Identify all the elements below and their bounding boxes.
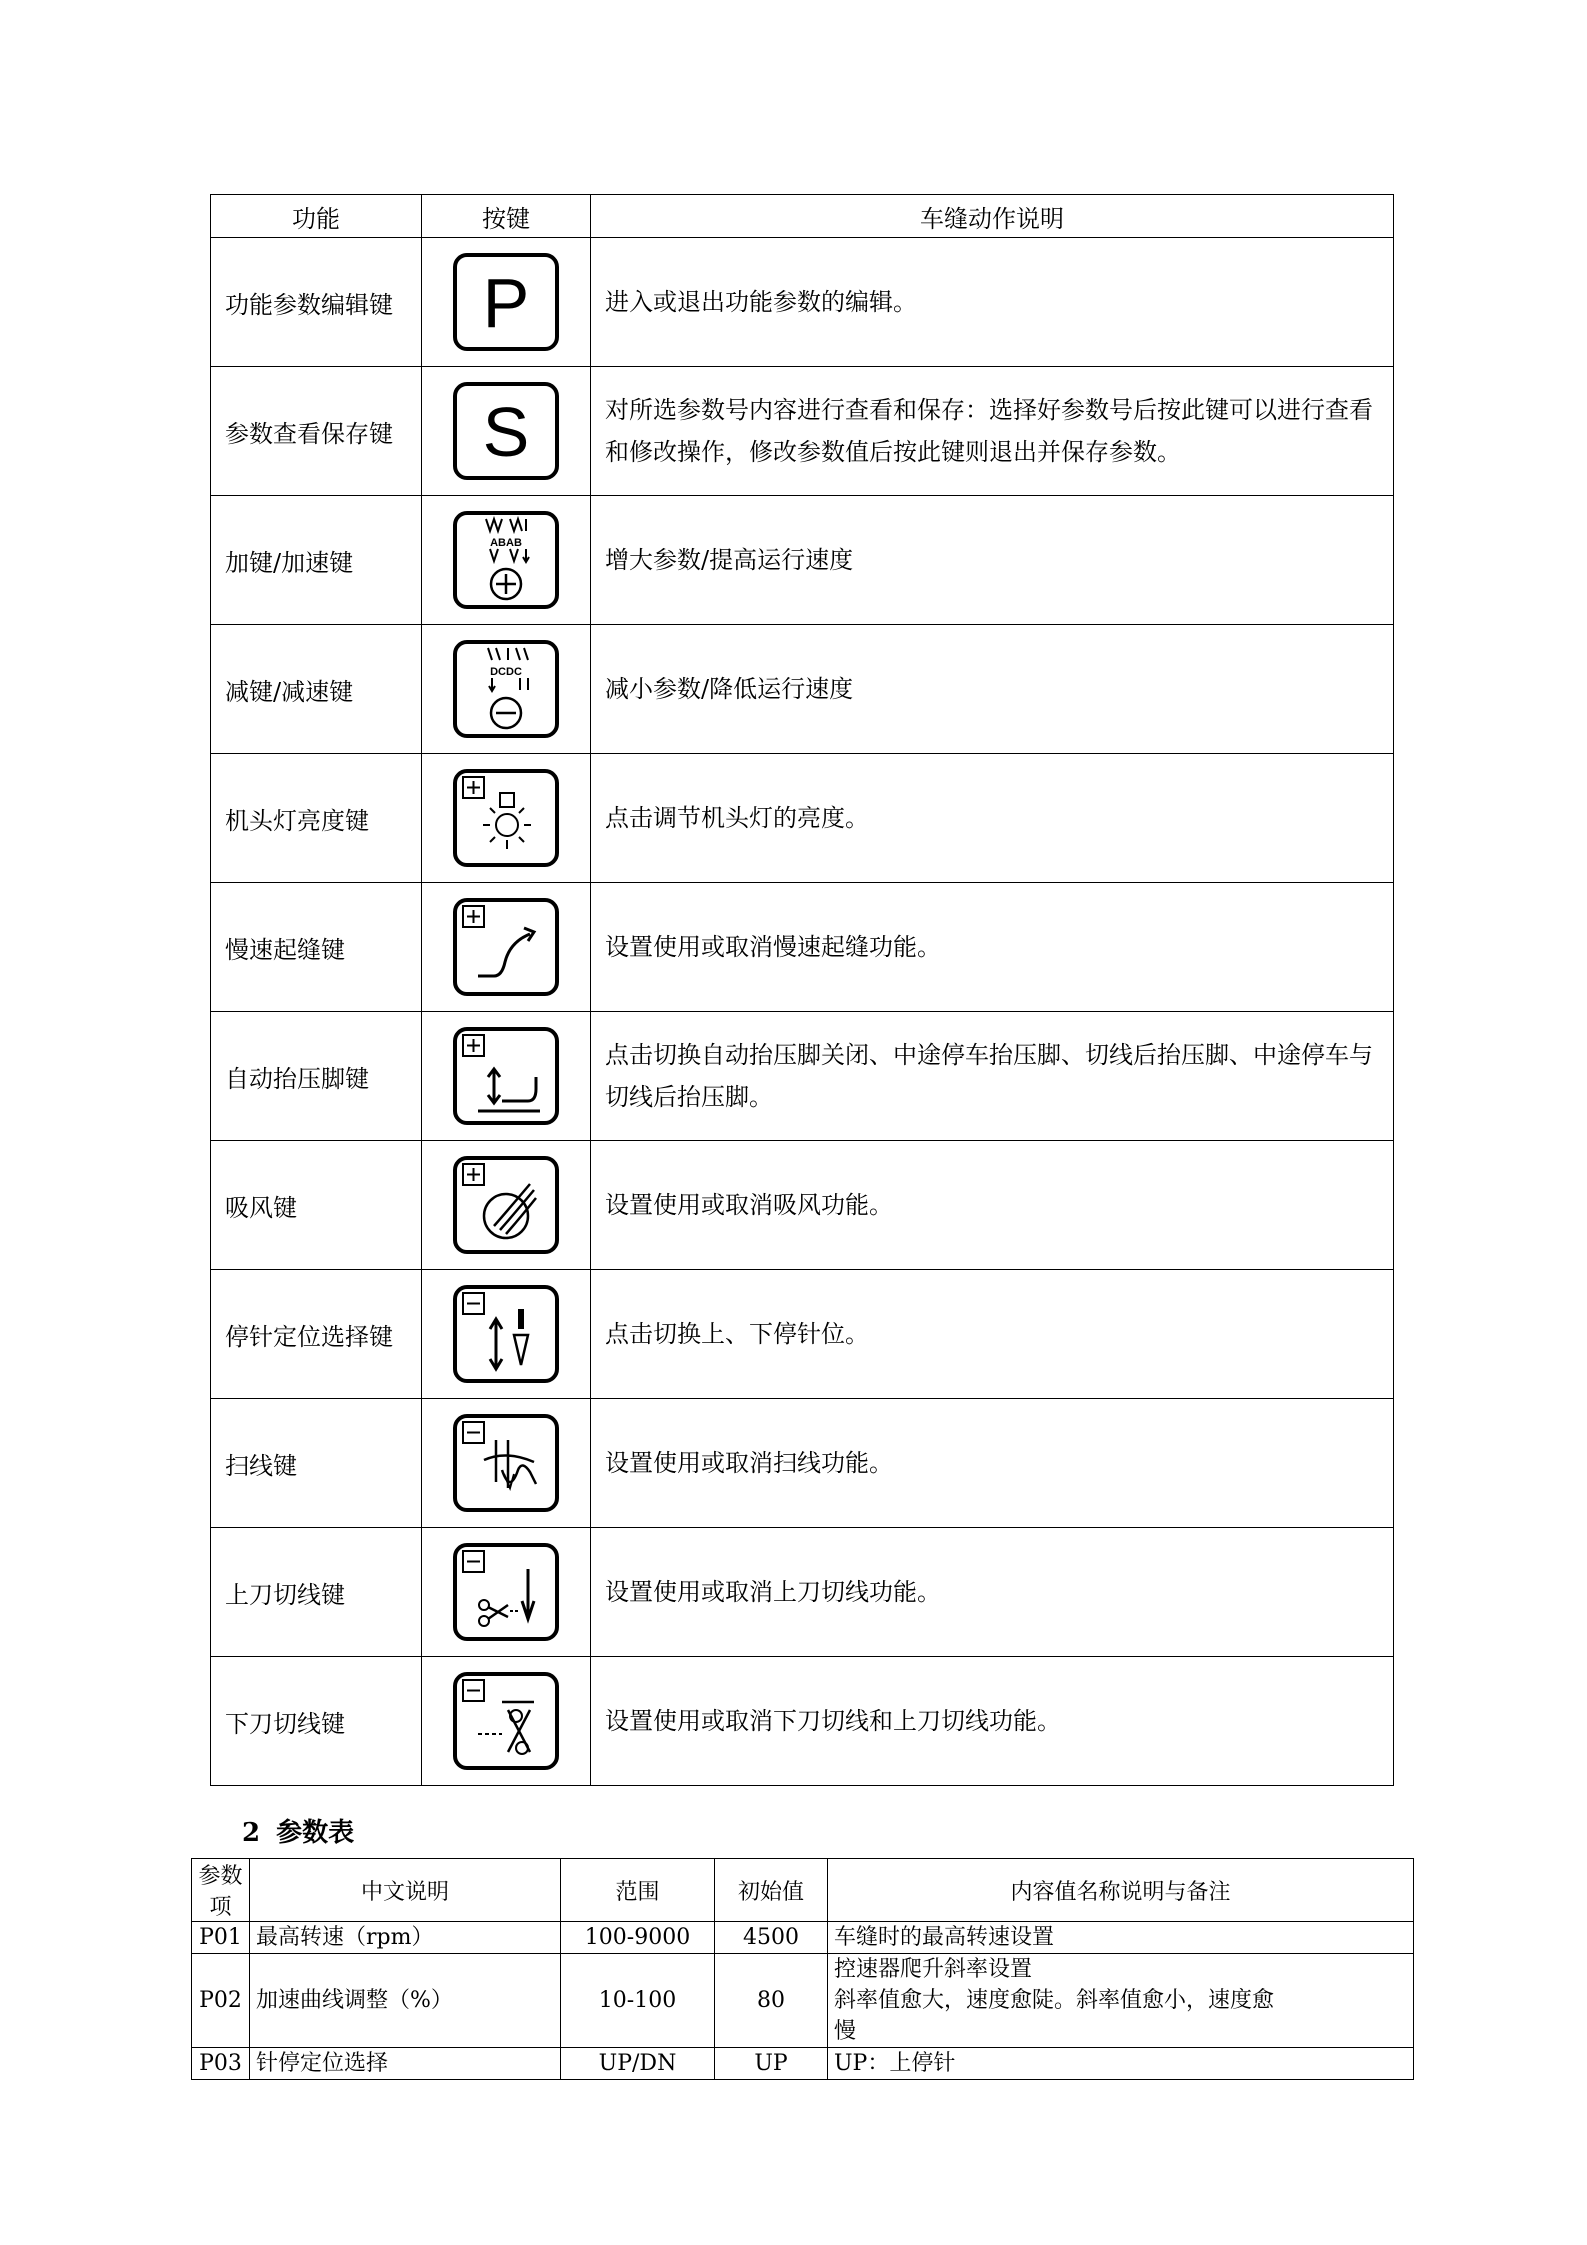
function-name: 吸风键 bbox=[211, 1141, 422, 1270]
svg-text:DCDC: DCDC bbox=[490, 666, 522, 678]
description-line: 点击切换上、下停针位。 bbox=[605, 1320, 869, 1348]
param-default: 80 bbox=[715, 1954, 828, 2048]
function-name: 扫线键 bbox=[211, 1399, 422, 1528]
key-function-table bbox=[210, 194, 1394, 1786]
key-table-row bbox=[211, 238, 1394, 367]
function-description bbox=[591, 883, 1394, 1012]
thread-wiper-key-icon bbox=[450, 1412, 562, 1514]
function-description bbox=[591, 754, 1394, 883]
function-description bbox=[591, 1270, 1394, 1399]
function-description bbox=[591, 1528, 1394, 1657]
section-title-text: 参数表 bbox=[276, 1818, 355, 1848]
key-cell bbox=[422, 1657, 591, 1786]
key-cell bbox=[422, 754, 591, 883]
description-line: 和修改操作，修改参数值后按此键则退出并保存参数。 bbox=[605, 438, 1181, 466]
function-description bbox=[591, 238, 1394, 367]
key-table-row bbox=[211, 1270, 1394, 1399]
p-key-icon bbox=[450, 251, 562, 353]
key-table-row bbox=[211, 367, 1394, 496]
key-table-row bbox=[211, 1012, 1394, 1141]
param-id: P01 bbox=[192, 1922, 250, 1954]
header-param-notes: 内容值名称说明与备注 bbox=[828, 1859, 1414, 1922]
function-description bbox=[591, 625, 1394, 754]
function-description bbox=[591, 1399, 1394, 1528]
key-cell bbox=[422, 496, 591, 625]
key-cell bbox=[422, 238, 591, 367]
svg-text:P: P bbox=[482, 264, 530, 342]
needle-stop-key-icon bbox=[450, 1283, 562, 1385]
description-line: 对所选参数号内容进行查看和保存：选择好参数号后按此键可以进行查看 bbox=[605, 396, 1373, 424]
param-notes bbox=[828, 2048, 1414, 2080]
function-description bbox=[591, 1657, 1394, 1786]
key-table-row bbox=[211, 1528, 1394, 1657]
function-name: 减键/减速键 bbox=[211, 625, 422, 754]
param-table-header-row bbox=[192, 1859, 1414, 1922]
key-table-header-row bbox=[211, 195, 1394, 238]
description-line: 设置使用或取消上刀切线功能。 bbox=[605, 1578, 941, 1606]
function-name: 自动抬压脚键 bbox=[211, 1012, 422, 1141]
param-name: 最高转速（rpm） bbox=[250, 1922, 561, 1954]
description-line: 点击调节机头灯的亮度。 bbox=[605, 804, 869, 832]
key-cell bbox=[422, 1270, 591, 1399]
function-name: 上刀切线键 bbox=[211, 1528, 422, 1657]
param-id: P02 bbox=[192, 1954, 250, 2048]
param-note-line: 斜率值愈大，速度愈陡。斜率值愈小，速度愈 bbox=[834, 1988, 1275, 2013]
param-default: 4500 bbox=[715, 1922, 828, 1954]
s-key-icon bbox=[450, 380, 562, 482]
key-table-row bbox=[211, 1657, 1394, 1786]
header-param-default: 初始值 bbox=[715, 1859, 828, 1922]
section-heading bbox=[242, 1812, 370, 1849]
function-name: 慢速起缝键 bbox=[211, 883, 422, 1012]
param-note-line: UP：上停针 bbox=[834, 2051, 956, 2076]
param-id: P03 bbox=[192, 2048, 250, 2080]
function-name: 停针定位选择键 bbox=[211, 1270, 422, 1399]
header-param-range: 范围 bbox=[561, 1859, 715, 1922]
function-name: 下刀切线键 bbox=[211, 1657, 422, 1786]
key-cell bbox=[422, 1012, 591, 1141]
section-number: 2 bbox=[242, 1818, 261, 1848]
key-cell bbox=[422, 1528, 591, 1657]
header-description: 车缝动作说明 bbox=[591, 195, 1394, 238]
param-table-row bbox=[192, 2048, 1414, 2080]
key-table-row bbox=[211, 1399, 1394, 1528]
description-line: 增大参数/提高运行速度 bbox=[605, 546, 854, 574]
param-notes bbox=[828, 1954, 1414, 2048]
upper-cutter-key-icon bbox=[450, 1541, 562, 1643]
key-cell bbox=[422, 1399, 591, 1528]
description-line: 切线后抬压脚。 bbox=[605, 1083, 773, 1111]
function-description bbox=[591, 1141, 1394, 1270]
svg-text:ABAB: ABAB bbox=[490, 537, 522, 549]
param-note-line: 控速器爬升斜率设置 bbox=[834, 1957, 1033, 1982]
header-key: 按键 bbox=[422, 195, 591, 238]
presser-foot-key-icon bbox=[450, 1025, 562, 1127]
function-name: 机头灯亮度键 bbox=[211, 754, 422, 883]
param-name: 针停定位选择 bbox=[250, 2048, 561, 2080]
param-range: UP/DN bbox=[561, 2048, 715, 2080]
svg-text:S: S bbox=[482, 393, 530, 471]
lamp-key-icon bbox=[450, 767, 562, 869]
key-cell bbox=[422, 625, 591, 754]
function-description bbox=[591, 496, 1394, 625]
param-table-row bbox=[192, 1954, 1414, 2048]
header-param-id: 参数项 bbox=[192, 1859, 250, 1922]
lower-cutter-key-icon bbox=[450, 1670, 562, 1772]
key-cell bbox=[422, 1141, 591, 1270]
slow-start-key-icon bbox=[450, 896, 562, 998]
key-table-row bbox=[211, 625, 1394, 754]
function-description bbox=[591, 1012, 1394, 1141]
function-name: 加键/加速键 bbox=[211, 496, 422, 625]
description-line: 减小参数/降低运行速度 bbox=[605, 675, 854, 703]
suction-key-icon bbox=[450, 1154, 562, 1256]
key-cell bbox=[422, 367, 591, 496]
parameter-table bbox=[191, 1858, 1414, 2080]
header-function: 功能 bbox=[211, 195, 422, 238]
description-line: 设置使用或取消扫线功能。 bbox=[605, 1449, 893, 1477]
plus-speed-key-icon bbox=[450, 509, 562, 611]
function-name: 功能参数编辑键 bbox=[211, 238, 422, 367]
param-note-line: 慢 bbox=[834, 2019, 857, 2044]
param-note-line: 车缝时的最高转速设置 bbox=[834, 1925, 1055, 1950]
key-table-row bbox=[211, 496, 1394, 625]
param-notes bbox=[828, 1922, 1414, 1954]
description-line: 设置使用或取消慢速起缝功能。 bbox=[605, 933, 941, 961]
param-name: 加速曲线调整（%） bbox=[250, 1954, 561, 2048]
function-description bbox=[591, 367, 1394, 496]
key-cell bbox=[422, 883, 591, 1012]
header-param-name: 中文说明 bbox=[250, 1859, 561, 1922]
description-line: 进入或退出功能参数的编辑。 bbox=[605, 288, 917, 316]
description-line: 设置使用或取消下刀切线和上刀切线功能。 bbox=[605, 1707, 1061, 1735]
param-default: UP bbox=[715, 2048, 828, 2080]
function-name: 参数查看保存键 bbox=[211, 367, 422, 496]
description-line: 点击切换自动抬压脚关闭、中途停车抬压脚、切线后抬压脚、中途停车与 bbox=[605, 1041, 1373, 1069]
key-table-row bbox=[211, 754, 1394, 883]
param-table-row bbox=[192, 1922, 1414, 1954]
key-table-row bbox=[211, 883, 1394, 1012]
description-line: 设置使用或取消吸风功能。 bbox=[605, 1191, 893, 1219]
minus-speed-key-icon bbox=[450, 638, 562, 740]
param-range: 100-9000 bbox=[561, 1922, 715, 1954]
key-table-row bbox=[211, 1141, 1394, 1270]
param-range: 10-100 bbox=[561, 1954, 715, 2048]
